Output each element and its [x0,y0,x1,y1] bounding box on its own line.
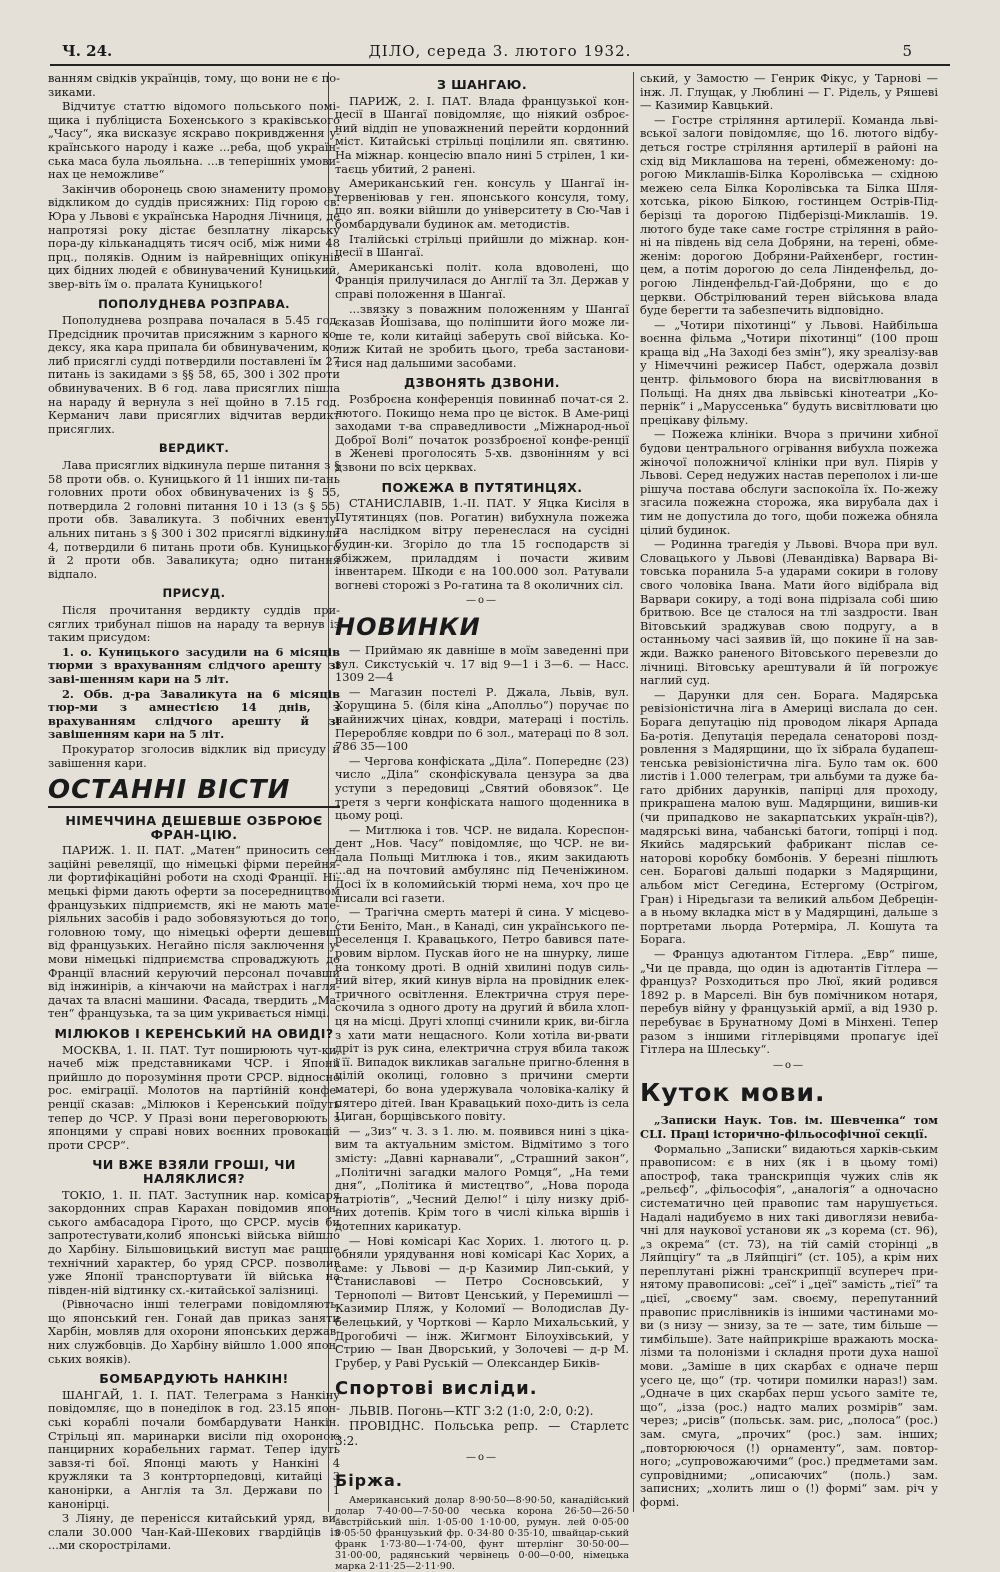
article-text: — Приймаю як давніше в моїм заведенні при вул. Сикстуській ч. 17 від 9—1 і 3—6. — Насс. 1309 2—4 [335,642,629,685]
sport-result: ПРОВІДНС. Польська репр. — Старлетс 3:2. [335,1419,629,1449]
language-corner-banner: Куток мови. [640,1078,826,1108]
exchange-banner: Біржа. [335,1471,403,1491]
article-text: Після прочитання вердикту суддів при-сяглих трибунал пішов на нараду та вернув із таким присудом: [48,602,340,645]
article-text: — Дарунки для сен. Борага. Мадярська ревізіоністична ліга в Америці вислала до сен. Борага депутацію під проводом лікаря Арпада Ба-ротія. Депутація передала сенаторові позд-ровлення з Мадярщини, що їх зібрала будапеш-тенська ревізіоністична ліга. Було там ок. 600 листів і 1.000 телеграм, три альбуми та дуже ба-гато дрібних дарунків, папірці для проходу, прикрашена малою вуш. Мадярщини, вишив-ки (чи припадково не закарпатських україн-ців?), мадярські вина, чабанські батоги, топірці і под. Якийсь мадярський фабрикант післав се-наторові коробку бомбонів. У березні пішлють сен. Борагові дальші подарки з Мадярщини, альбом міст Сегедина, Естергому (Острігом, Гран) і Ніредьгази та великий альбом Дебрецін-а в ньому вкладка міст в у Мадярщині, дальше з портретами льорда Ротерміра, Л. Кошута та Борага. [640,687,938,947]
page-code: Ч. 24. [62,42,113,60]
article-text: (Рівночасно інші телеграми повідомляють, що японський ген. Гонай дав приказ заняти Харбін, мовляв для охорони японських держав-них службовців. До Харбіну війшло 1.000 япон-ських вояків). [48,1297,340,1366]
article-text: ПАРИЖ. 1. II. ПАТ. „Матен“ приносить сен-заційні ревеляції, що німецькі фірми перейня-ли фортифікаційні роботи на сході Франції. Ні-мецькі фірми дають оферти за посередництвом французьких підприємств, які не мають мате-ріяльних засобів і радо зобовязуються до того, головною тому, що німецькі оферти дешевші від французьких. Негайно після заключення у-мови німецькі підприємства спроваджують до Франції власний керуючий персонал почавши від інжинірів, а кінчаючи на майстрах і нагля-дачах та власні машини. Фасада, твердить „Ма-тен“ французька, та за цим укривається німці. [48,843,340,1021]
section-heading: НІМЕЧЧИНА ДЕШЕВШЕ ОЗБРОЮЄ ФРАН-ЦІЮ. [65,813,323,842]
section-heading: ПРИСУД. [162,586,226,601]
section-heading: ПОПОЛУДНЕВА РОЗПРАВА. [98,296,290,311]
sport-results-banner: Спортові висліди. [335,1378,538,1400]
section-heading: МІЛЮКОВ І КЕРЕНСЬКИЙ НА ОВИДІ? [54,1026,334,1041]
article-text: ПАРИЖ, 2. I. ПАТ. Влада французької кон-цесії в Шангаї повідомляє, що ніякий озброє-ний віддіп не уповажнений перейти кордонний міст. Китайські стрільці поцілили яп. святиню. На міжнар. концесію впало нині 5 стрілен, 1 ки-таєць убитий, 2 ранені. [335,93,629,176]
exchange-rates: Американський долар 8·90·50—8·90·50, канадійський долар 7·40·00—7·50·00 чеська корона 26·50—26·50 австрійський шіл. 1·05·00 1·10·00, румун. лей 0·05·00 0·05·50 французький фр. 0·34·80 0·35·10, швайцар-ський франк 1·73·80—1·74·00, фунт штерлінг 30·50·00—31·00·00, радянський червінець 0·00—0·00, німецька марка 2·11·25—2·11·90. [335,1495,629,1572]
masthead [50,40,950,66]
article-text: ський, у Замостю — Генрик Фікус, у Тарнові — інж. Л. Глущак, у Люблині — Г. Рідель, у Ряшеві — Казимир Кавцький. [640,71,938,113]
article-text: З Ліяну, де перенісся китайський уряд, ви-слали 30.000 Чан-Кай-Шекових гвардійців із ...ми скорострілами. [48,1511,340,1553]
article-text: Закінчив оборонець свою знамениту промову відкликом до суддів присяжних: Під горою св. Юра у Львові є українська Народня Лічниця, де напротязі року дістає безплатну лікарську пора-ду кільканадцять тисяч осіб, між ними 48 прц., поляків. Одним із найревніщих опікунів цих бідних людей є обвинувачений Куницький, звер-віть їм о. пралата Куницького! [48,181,340,291]
article-text: Пополуднева розправа почалася в 5.45 год. Предсідник прочитав присяжним з карного ко-дексу, яка кара припала би обвинуваченим, ко-либ присяглі судді потвердили поставлені їм 27 питань із закидами з §§ 58, 65, 300 і 302 проти обвинувачених. В 6 год. лава присяглих пішла на нараду й вернула з неї щойно в 7.15 год. Керманич лави присяглих відчитав вердикт присяглих. [48,313,340,436]
separator: —o— [772,1059,806,1071]
section-heading: З ШАНГАЮ. [436,77,528,92]
article-text: Американський ген. консуль у Шангаї ін-тервеніював у ген. японського консуля, тому, що яп. вояки війшли до університету в Сю-Чав і бомбардували будинок ам. методистів. [335,176,629,231]
article-text: ...звязку з поважним положенням у Шангаї сказав Йошізава, що поліпшити його може ли-ше те, коли китайці заберуть свої війська. Ко-лиж Китай не зробить цього, треба застанови-тися над дальшими засобами. [335,301,629,370]
section-heading: ДЗВОНЯТЬ ДЗВОНИ. [403,375,560,391]
article-text: Італійські стрільці прийшли до міжнар. кон-цесії в Шангаї. [335,231,629,260]
column-3 [640,72,938,1512]
news-banner: НОВИНКИ [335,612,481,641]
article-text: Американські політ. кола вдоволені, що Франція прилучилася до Англії та Зл. Держав у справі положення в Шангаї. [335,259,629,301]
article-text: — Митлюка і тов. ЧСР. не видала. Кореспон-дент „Нов. Часу“ повідомляє, що ЧСР. не ви-дала Польщі Митлюка і тов., яким закидають ...ад на почтовий амбулянс під Печеніжином. Досі їх в коломийській тюрмі нема, хоч про це писали всі газети. [335,822,629,905]
page-number: 5 [902,42,912,60]
section-heading: ЧИ ВЖЕ ВЗЯЛИ ГРОШІ, ЧИ НАЛЯКЛИСЯ? [92,1157,296,1186]
article-text: — Родинна трагедія у Львові. Вчора при вул. Словацького у Львові (Левандівка) Варвара Ві-товська поранила 5-а ударами сокири в голову свого чоловіка Івана. Мати його відібрала від Варвари сокиру, а тоді вона підрізала собі шию бритвою. Все це сталося на тлі заздрости. Іван Вітовський зраджував свою подругу, а в останньому часі заявив їй, що покине її на зав-жди. Важко раненого Вітовського перевезли до лічниці. Вітовську арештували й їй погрожує наглий суд. [640,537,938,688]
section-heading: ПОЖЕЖА В ПУТЯТИНЦЯХ. [381,479,583,495]
article-text: СТАНИСЛАВІВ, 1.-II. ПАТ. У Яцка Кисіля в Путятинцях (пов. Рогатин) вибухнула пожежа та наслідком вітру перенеслася на сусідні будин-ки. Згоріло до тла 15 господарств зі збіжжем, приладдям і почасти живим інвентарем. Шкоди є на 100.000 зол. Ратували вогневі сторожі з Ро-гатина та 8 околичних сіл. [335,496,629,592]
article-text: Лава присяглих відкинула перше питання з § 58 проти обв. о. Куницького й 11 інших пи-тань головних проти обох обвинувачених із § 55, потвердила 2 головні питання 10 і 13 (з § 55) проти обв. Заваликута. З побічних евенту-альних питань з § 300 і 302 присяглі відкинули 4, потвердили 6 питань проти обв. Куницького й 2 проти обв. Заваликута; одно питання відпало. [48,458,340,581]
column-2 [335,72,629,1572]
article-text: — Нові комісарі Кас Хорих. 1. лютого ц. р. обняли урядування нові комісарі Кас Хорих, а саме: у Львові — д-р Казимир Лип-ський, у Станиславові — Петро Сосновський, у Тернополі — Витовт Ценський, у Перемишлі — Казимир Пляж, у Коломиї — Володислав Ду-белецький, у Чорткові — Карло Михальський, у Дрогобичі — інж. Жигмонт Білоухівський, у Стрию — Іван Дворський, у Золочеві — д-р М. Грубер, у Раві Руській — Олександер Биків- [335,1233,629,1370]
article-text: — Чергова конфіската „Діла“. Попереднє (23) число „Діла“ сконфіскувала цензура за два уступи з передовиці „Святий обовязок“. Це третя з черги конфіската нашого щоденника в цьому році. [335,753,629,823]
article-text: — Магазин постелі Р. Джала, Львів, вул. Хорущина 5. (біля кіна „Аполльо“) поручає по найнижчих цінах, ковдри, матераці і постіль. Переробляє ковдри по 6 зол., матераці по 8 зол. 786 35—100 [335,684,629,754]
article-text: — Пожежа клініки. Вчора з причини хибної будови центрального огрівання вибухла пожежа жіночої положничої клініки при вул. Піярів у Львові. Серед недужих настав переполох і ли-ше рішуча постава обслуги заспокоїла їх. По-жежу згасила пожежна сторожа, яка вирубала дах і тим не допустила до того, щоби пожежа обняла цілий будинок. [640,427,938,537]
section-heading: БОМБАРДУЮТЬ НАНКІН! [99,1371,289,1387]
article-text: Прокуратор зголосив відклик від присуду й завішення кари. [48,741,340,770]
article-text: Відчитує статтю відомого польського помі-щика і публіциста Бохенського з краківського „Часу“, яка висказує яскраво покривдження у-країнського народу і каже ...реба, щоб україн-ська маса була льояльна. ...в теперішніх умови-нах це неможливе“ [48,99,340,182]
separator: —o— [465,1452,499,1464]
sentence-text: 1. о. Куницького засудили на 6 місяців тюрми з врахуванням слідчого арешту зі заві-шенням кари на 5 літ. [48,644,340,686]
column-1 [48,71,340,1553]
article-text: — Трагічна смерть матері й сина. У місцево-сти Беніто, Ман., в Канаді, син українського пе-реселенця І. Кравацького, Петро бавився пате-ровим вірлом. Пускав його не на шнурку, лише на тонкому дроті. В одній хвилині подув силь-ний вітер, який кинув вірла на провідник елек-тричного освітлення. Електрична струя пере-скочила з одного дроту на другий й вбила хлоп-ця на місці. Другі хлопці счинили крик, ви-бігла з хати мати нещасного. Коли хотіла ви-рвати дріт із рук сина, електрична струя вбила також і її. Випадок викликав загальне пригно-блення в цілій околиці, головно з причини смерти матері, бо вона удержувала чоловіка-каліку й пятеро дітей. Іван Кравацький похо-дить із села Циган, борщівського повіту. [335,905,629,1124]
article-text: Розброєна конференція повиннаб почат-ся 2. лютого. Покищо нема про це вісток. В Аме-риці заходами т-ва справедливости „Міжнарод-ньої Доброї Волі“ початок роззброєної конфе-ренції в Женеві проголосять 5-хв. дзвонінням у всі дзвони по всіх церквах. [335,392,629,475]
section-heading: ВЕРДИКТ. [158,441,230,456]
article-text: МОСКВА, 1. II. ПАТ. Тут поширюють чут-ки, начеб між представниками ЧСР. і Японії прийшло до порозуміння проти СРСР. відносно рос. еміграції. Молотов на партійній конфе-ренції сказав: „Мілюков і Керенський поїдуть тепер до ЧСР. У Празі вони переговорюють з японцями у справі нових воєнних провокацій проти СРСР“. [48,1042,340,1152]
article-text: ТОКІО, 1. II. ПАТ. Заступник нар. комісаря закордонних справ Карахан повідомив япон-ського амбасадора Гірото, що СРСР. мусів би запротестувати,колиб японські війська війшло до Харбіну. Більшовицький виступ має рацше технічний характер, бо уряд СРСР. позволив уже Японії транспортувати їй війська на півден-ній відтинку сх.-китайської залізниці. [48,1187,340,1297]
article-text: Формально „Записки“ видаються харків-ським правописом: є в них (як і в цьому томі) апостроф, така транскрипція чужих слів як „рельєф“, „фільософія“, „аналогія“ а одночасно систематично цей правопис там нарушується. Надалі надибуємо в них такі дивоглязи невиба-чні для наукової установи як „з корема (ст. 96), „з окрема“ (ст. 73), на тій самій сторінці „в Ляйпцігу“ та „в Ляйпцігі“ (ст. 105), а крім них переплутані ріжні транскрипції всупереч при-нятому правописові: „сеї“ і „цеї“ замість „тієї“ та „цієї, „своєму“ зам. своєму, перепутанний правопис прислівників із іншими частинами мо-ви (з низу — знизу, за те — зате, тим більше — тимбільше). Зате найприкріше вражають моска-лізми та полонізми і складня проти духа нашої мови. „Заміше в цих скарбах є одначе перш усего це, що“ (тр. чотири помилки нараз!) зам. „Одначе в цих скарбах перш усього заміте те, що“, „ізза (рос.) надто малих розмірів“ зам. через; „рисів“ (польськ. зам. рис, „полоса“ (рос.) зам. смуга, „прочих“ (рос.) зам. інших; „повторюючося (!) орнаменту“, зам. повтор-ного; „супровожаючими“ (рос.) предметами зам. супровідними; „описаючих“ (поль.) зам. записних; „холить лиш о (!) формі“ зам. річ у формі. [640,1141,938,1509]
sentence-text: 2. Обв. д-ра Заваликута на 6 місяців тюр-ми з амнестією 14 днів, з врахуванням слідчого арешту й зі завішенням кари на 5 літ. [48,686,340,742]
article-text: ванням свідків українців, тому, що вони не є по-зиками. [48,71,340,99]
sport-result: ЛЬВІВ. Погонь—КТГ 3:2 (1:0, 2:0, 0:2). [349,1404,594,1419]
separator: —o— [465,595,499,607]
article-text: — „Чотири піхотинці“ у Львові. Найбільша воєнна фільма „Чотири піхотинці“ (100 прош краща від „На Заході без змін“), яку зреалізу-вав у Німеччині режисер Пабст, одержала дозвіл центр. фільмового бюра на висвітлювання в Польщі. На днях два львівські кінотеатри „Ко-пернік“ і „Маруссенька“ будуть висвітлювати цю прецікаву фільму. [640,317,938,427]
article-text: — Француз адютантом Гітлера. „Евр“ пише, „Чи це правда, що один із адютантів Гітлера — француз? Розходиться про Люї, який родився 1892 р. в Марселі. Він був помічником нотаря, перебув війну у французькій армії, а від 1930 р. перебуває в Брунатному Домі в Мінхені. Тепер разом з іншими гітлерівцями пропагує ідеї Гітлера на Шлеську“. [640,947,938,1057]
column-divider [633,72,634,1512]
sentence-text: „Записки Наук. Тов. ім. Шевченка“ том CLI. Праці історично-фільософічної секції. [640,1113,938,1141]
latest-news-banner: ОСТАННІ ВІСТИ [48,776,340,808]
newspaper-title: ДІЛО, середа 3. лютого 1932. [368,42,632,60]
article-text: — Гостре стріляння артилерії. Команда льві-вської залоги повідомляє, що 16. лютого відбу-деться гостре стріляння артилерії в районі на схід від Миклашова на терені, обмеженому: до-рогою Миклашів-Білка Королівська — східною межею села Білка Королівська та Білка Шля-хотська, рікою Білкою, гостинцем Острів-Під-берізці та дорогою Підберізці-Миклашів. 19. лютого буде таке саме гостре стріляння в райо-ні на південь від села Добряни, на терені, обме-женім: дорогою Добряни-Райхенберг, гостин-цем, а потім дорогою до села Лінденфельд, до-рогою Лінденфельд-Гай-Добряни, що є до церкви. Обстрілюваний терен військова влада буде берегти та забезпечить відповідно. [640,112,938,318]
article-text: ШАНГАЙ, 1. I. ПАТ. Телеграма з Нанкіну повідомляє, що в понеділок в год. 23.15 япон-ські кораблі почали бомбардувати Нанкін. Стрільці яп. маринарки висіли під охороною панцирних корабельних гармат. Тепер ідуть завзя-ті бої. Японці мають у Нанкіні 4 кружляки та 3 контрторпедовці, китайці 3 канонірки, а Англія та Зл. Держави по 1 канонірці. [48,1387,340,1511]
article-text: — „Зиз“ ч. 3. з 1. лю. м. появився нині з ціка-вим та актуальним змістом. Відмітимо з того змісту: „Давні карнавали“, „Страшний закон“, „Політичні загадки малого Ромця“, „На теми дня“, „Політика й мистецтво“, „Нова порода патріотів“, „Чесний Делю!“ і цілу низку дріб-них дотепів. Крім того в числі кілька віршів і дотепних карикатур. [335,1123,629,1233]
